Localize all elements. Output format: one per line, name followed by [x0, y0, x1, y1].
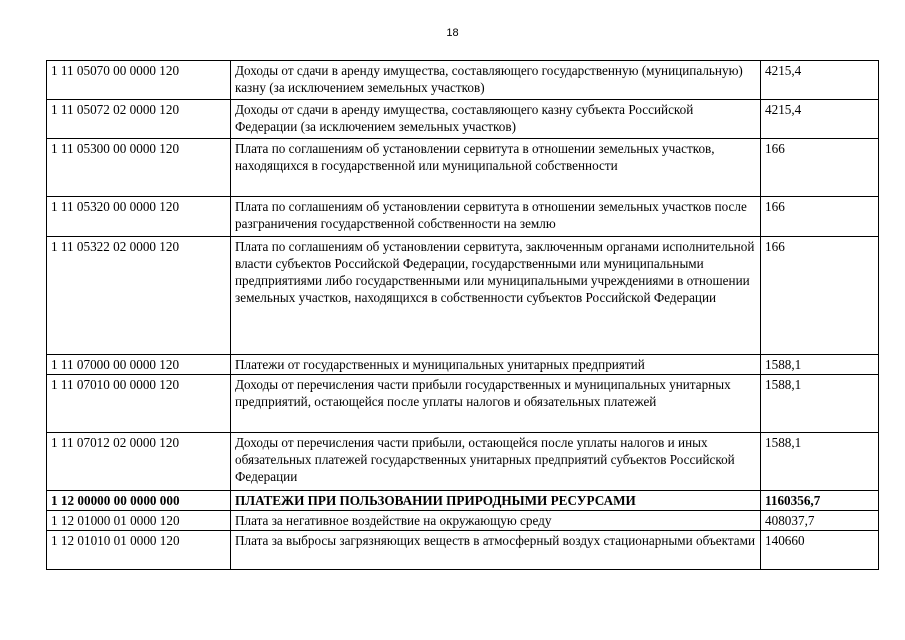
budget-code-cell: 1 12 01010 01 0000 120 [47, 531, 231, 570]
revenue-name-cell: Доходы от перечисления части прибыли государственных и муниципальных унитарных предприятий, остающейся после уплаты налогов и обязательных платежей [231, 375, 761, 433]
revenue-name-cell: Платежи от государственных и муниципальных унитарных предприятий [231, 355, 761, 375]
amount-cell: 1588,1 [761, 433, 879, 491]
revenue-name-cell: Плата за негативное воздействие на окружающую среду [231, 511, 761, 531]
table-row [47, 491, 879, 511]
amount-cell: 4215,4 [761, 61, 879, 100]
budget-code-cell: 1 12 00000 00 0000 000 [47, 491, 231, 511]
table-row [47, 237, 879, 355]
revenue-name-cell: Плата по соглашениям об установлении сервитута, заключенным органами исполнительной власти субъектов Российской Федерации, государственными или муниципальными предприятиями либо государственными или муниципальными учреждениями в отношении земельных участков, находящихся в собственности субъектов Российской Федерации [231, 237, 761, 355]
amount-cell: 4215,4 [761, 100, 879, 139]
revenue-name-cell: Плата за выбросы загрязняющих веществ в атмосферный воздух стационарными объектами [231, 531, 761, 570]
page-number: 18 [446, 27, 459, 39]
amount-cell: 166 [761, 197, 879, 237]
amount-cell: 1588,1 [761, 355, 879, 375]
budget-code-cell: 1 12 01000 01 0000 120 [47, 511, 231, 531]
budget-code-cell: 1 11 07012 02 0000 120 [47, 433, 231, 491]
budget-code-cell: 1 11 05300 00 0000 120 [47, 139, 231, 197]
budget-code-cell: 1 11 05070 00 0000 120 [47, 61, 231, 100]
amount-cell: 1588,1 [761, 375, 879, 433]
table-row [47, 197, 879, 237]
table-row [47, 355, 879, 375]
revenue-name-cell: Доходы от перечисления части прибыли, остающейся после уплаты налогов и иных обязательных платежей государственных унитарных предприятий субъектов Российской Федерации [231, 433, 761, 491]
table-row [47, 139, 879, 197]
table-row [47, 375, 879, 433]
amount-cell: 140660 [761, 531, 879, 570]
budget-code-cell: 1 11 05072 02 0000 120 [47, 100, 231, 139]
revenue-name-cell: Плата по соглашениям об установлении сервитута в отношении земельных участков после разграничения государственной собственности на землю [231, 197, 761, 237]
table-row [47, 433, 879, 491]
budget-code-cell: 1 11 07000 00 0000 120 [47, 355, 231, 375]
table-row [47, 531, 879, 570]
budget-code-cell: 1 11 05320 00 0000 120 [47, 197, 231, 237]
table-row [47, 61, 879, 100]
table-row [47, 100, 879, 139]
revenue-name-cell: Плата по соглашениям об установлении сервитута в отношении земельных участков, находящихся в государственной или муниципальной собственности [231, 139, 761, 197]
revenue-table [46, 60, 879, 570]
revenue-name-cell: Доходы от сдачи в аренду имущества, составляющего казну субъекта Российской Федерации (за исключением земельных участков) [231, 100, 761, 139]
amount-cell: 1160356,7 [761, 491, 879, 511]
revenue-name-cell: ПЛАТЕЖИ ПРИ ПОЛЬЗОВАНИИ ПРИРОДНЫМИ РЕСУРСАМИ [231, 491, 761, 511]
amount-cell: 166 [761, 237, 879, 355]
amount-cell: 166 [761, 139, 879, 197]
table-row [47, 511, 879, 531]
amount-cell: 408037,7 [761, 511, 879, 531]
budget-code-cell: 1 11 07010 00 0000 120 [47, 375, 231, 433]
budget-code-cell: 1 11 05322 02 0000 120 [47, 237, 231, 355]
revenue-name-cell: Доходы от сдачи в аренду имущества, составляющего государственную (муниципальную) казну (за исключением земельных участков) [231, 61, 761, 100]
